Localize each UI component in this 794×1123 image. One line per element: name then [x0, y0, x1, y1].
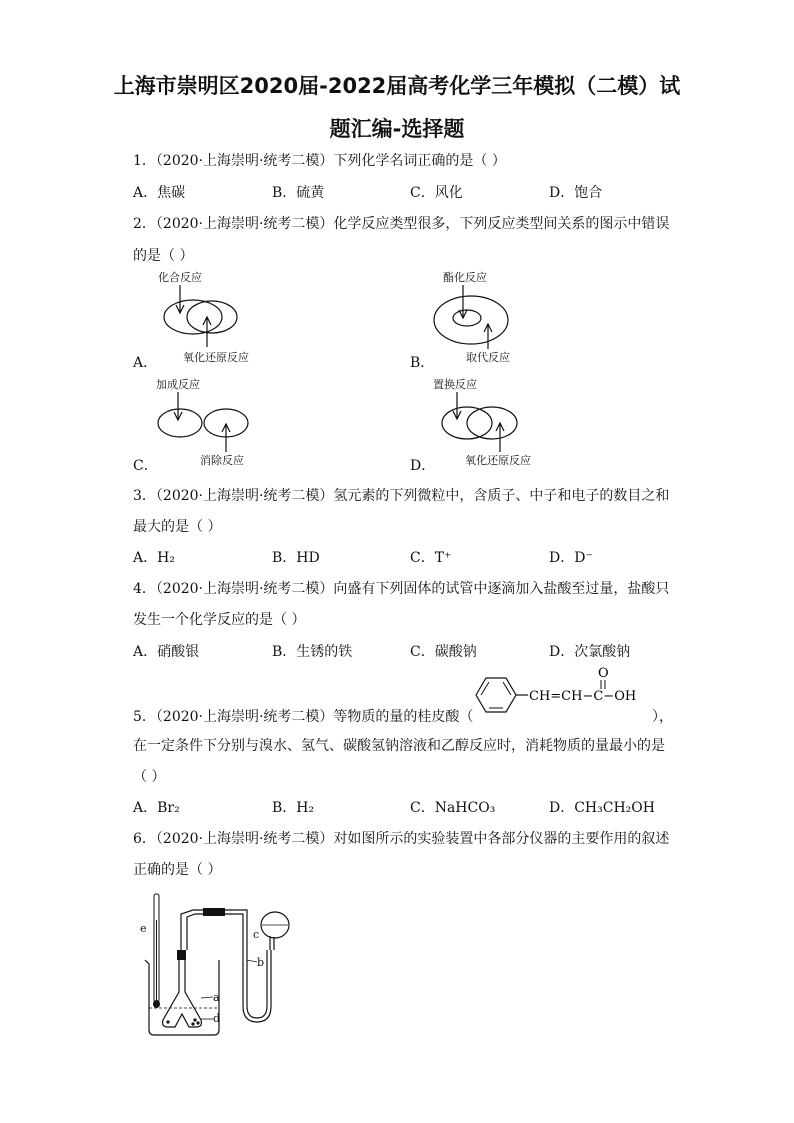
- question-5-option-a: A．Br₂: [133, 800, 180, 816]
- question-1-option-d: D．饱合: [549, 185, 603, 201]
- diagram-b-nested-circles: [425, 267, 565, 367]
- question-5-option-b: B．H₂: [272, 800, 315, 816]
- question-3-option-c: C．T⁺: [410, 550, 452, 566]
- question-6-stem-line1: 6．（2020·上海崇明·统考二模）对如图所示的实验装置中各部分仪器的主要作用的叙述: [133, 831, 670, 847]
- label-e: e: [140, 922, 147, 935]
- diagram-a-overlap-circles: [150, 267, 290, 367]
- label-d: d: [213, 1012, 221, 1025]
- question-4-option-d: D．次氯酸钠: [549, 644, 631, 660]
- diagram-c-separate-circles: [150, 372, 290, 472]
- question-4-stem-line2: 发生一个化学反应的是（ ）: [133, 612, 306, 628]
- question-5-option-d: D．CH₃CH₂OH: [549, 800, 655, 816]
- question-6-stem-line2: 正确的是（ ）: [133, 862, 222, 878]
- diagram-d-bottom-label: 氧化还原反应: [465, 454, 531, 467]
- question-1-option-b: B．硫黄: [272, 185, 325, 201]
- question-5-stem-start: 5．（2020·上海崇明·统考二模）等物质的量的桂皮酸（: [133, 709, 474, 725]
- question-3-stem-line1: 3．（2020·上海崇明·统考二模）氢元素的下列微粒中，含质子、中子和电子的数目之和: [133, 488, 670, 504]
- page-title-line1: 上海市崇明区2020届-2022届高考化学三年模拟（二模）试: [113, 74, 681, 98]
- structure-carbonyl-oxygen: O: [598, 666, 609, 681]
- question-1-option-c: C．风化: [410, 185, 463, 201]
- question-2-option-c-letter: C．: [133, 458, 158, 474]
- diagram-b-top-label: 酯化反应: [443, 271, 487, 284]
- label-a: a: [213, 991, 220, 1004]
- question-2-stem-line2: 的是（ ）: [133, 248, 194, 264]
- cinnamic-acid-structure: [462, 662, 658, 722]
- question-4-option-b: B．生锈的铁: [272, 644, 353, 660]
- diagram-a-bottom-label: 氧化还原反应: [183, 351, 249, 364]
- diagram-b-bottom-label: 取代反应: [466, 351, 510, 364]
- question-2-option-d-letter: D．: [410, 458, 436, 474]
- diagram-c-bottom-label: 消除反应: [200, 454, 244, 467]
- question-3-stem-line2: 最大的是（ ）: [133, 519, 222, 535]
- label-c: c: [253, 928, 260, 941]
- diagram-c-top-label: 加成反应: [156, 378, 200, 391]
- diagram-d-overlap-circles: [425, 372, 565, 472]
- question-3-option-b: B．HD: [272, 550, 320, 566]
- diagram-a-top-label: 化合反应: [158, 271, 202, 284]
- question-2-option-b-letter: B．: [410, 355, 435, 371]
- question-2-option-a-letter: A．: [133, 355, 158, 371]
- question-5-option-c: C．NaHCO₃: [410, 800, 496, 816]
- question-4-stem-line1: 4．（2020·上海崇明·统考二模）向盛有下列固体的试管中逐滴加入盐酸至过量，盐酸只: [133, 581, 670, 597]
- question-5-stem-line2: 在一定条件下分别与溴水、氢气、碳酸氢钠溶液和乙醇反应时，消耗物质的量最小的是: [133, 738, 665, 754]
- structure-chain-text: CH=CH−C−OH: [529, 689, 637, 704]
- question-1-option-a: A．焦碳: [133, 185, 186, 201]
- question-2-stem-line1: 2．（2020·上海崇明·统考二模）化学反应类型很多，下列反应类型间关系的图示中错误: [133, 216, 670, 232]
- question-3-option-d: D．D⁻: [549, 550, 593, 566]
- question-3-option-a: A．H₂: [133, 550, 175, 566]
- diagram-d-top-label: 置换反应: [433, 378, 477, 391]
- question-4-option-c: C．碳酸钠: [410, 644, 477, 660]
- question-1-stem: 1．（2020·上海崇明·统考二模）下列化学名词正确的是（ ）: [133, 153, 506, 169]
- label-b: b: [257, 956, 265, 969]
- question-5-stem-line3: （ ）: [133, 769, 166, 785]
- question-5-stem-end: ），: [652, 709, 673, 725]
- question-4-option-a: A．硝酸银: [133, 644, 200, 660]
- page-title-line2: 题汇编-选择题: [329, 117, 465, 141]
- experiment-apparatus-diagram: [135, 890, 315, 1040]
